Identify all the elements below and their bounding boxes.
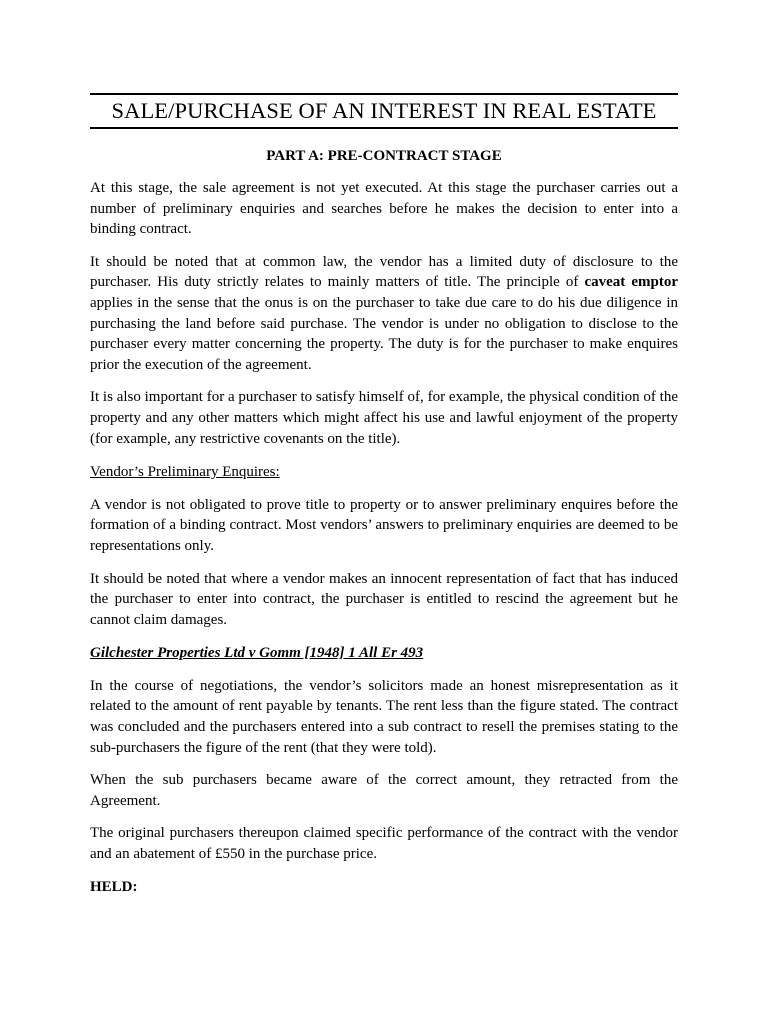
caveat-emptor-term: caveat emptor xyxy=(584,274,678,291)
paragraph-physical-condition: It is also important for a purchaser to satisfy himself of, for example, the physical condition of the property and any other matters which might affect his use and lawful enjoyment of the property (for example, any restrictive covenants on the title). xyxy=(90,389,678,447)
held-heading: HELD: xyxy=(90,878,138,895)
case-citation-heading: Gilchester Properties Ltd v Gomm [1948] 1 All Er 493 xyxy=(90,645,424,662)
paragraph-vendor-obligation: A vendor is not obligated to prove title to property or to answer preliminary enquires before the formation of a binding contract. Most vendors’ answers to preliminary enquiries are deemed to be representations only. xyxy=(90,496,678,554)
paragraph-duty-of-disclosure xyxy=(90,252,678,376)
paragraph-case-facts: In the course of negotiations, the vendor’s solicitors made an honest misrepresentation as it related to the amount of rent payable by tenants. The rent less than the figure stated. The contract was concluded and the purchasers entered into a sub contract to resell the premises stating to the sub-purchasers the figure of the rent (that they were told). xyxy=(90,677,678,756)
document-page xyxy=(90,93,678,897)
paragraph-intro: At this stage, the sale agreement is not yet executed. At this stage the purchaser carries out a number of preliminary enquiries and searches before he makes the decision to enter into a binding contract. xyxy=(90,180,678,238)
part-heading: PART A: PRE-CONTRACT STAGE xyxy=(266,148,502,164)
paragraph-text: applies in the sense that the onus is on the purchaser to take due care to do his due diligence in purchasing the land before said purchase. The vendor is under no obligation to disclose to the purchaser every matter concerning the property. The duty is for the purchaser to make enquires prior the execution of the agreement. xyxy=(90,294,678,373)
section-heading-preliminary-enquires: Vendor’s Preliminary Enquires: xyxy=(90,464,280,481)
paragraph-specific-performance: The original purchasers thereupon claimed specific performance of the contract with the vendor and an abatement of £550 in the purchase price. xyxy=(90,825,678,863)
paragraph-innocent-representation: It should be noted that where a vendor makes an innocent representation of fact that has induced the purchaser to enter into contract, the purchaser is entitled to rescind the agreement but he cannot claim damages. xyxy=(90,570,678,628)
document-title: SALE/PURCHASE OF AN INTEREST IN REAL ESTATE xyxy=(90,93,678,129)
paragraph-text: It should be noted that at common law, the vendor has a limited duty of disclosure to the purchaser. His duty strictly relates to mainly matters of title. The principle of xyxy=(90,253,678,291)
paragraph-sub-purchasers: When the sub purchasers became aware of the correct amount, they retracted from the Agreement. xyxy=(90,772,678,809)
